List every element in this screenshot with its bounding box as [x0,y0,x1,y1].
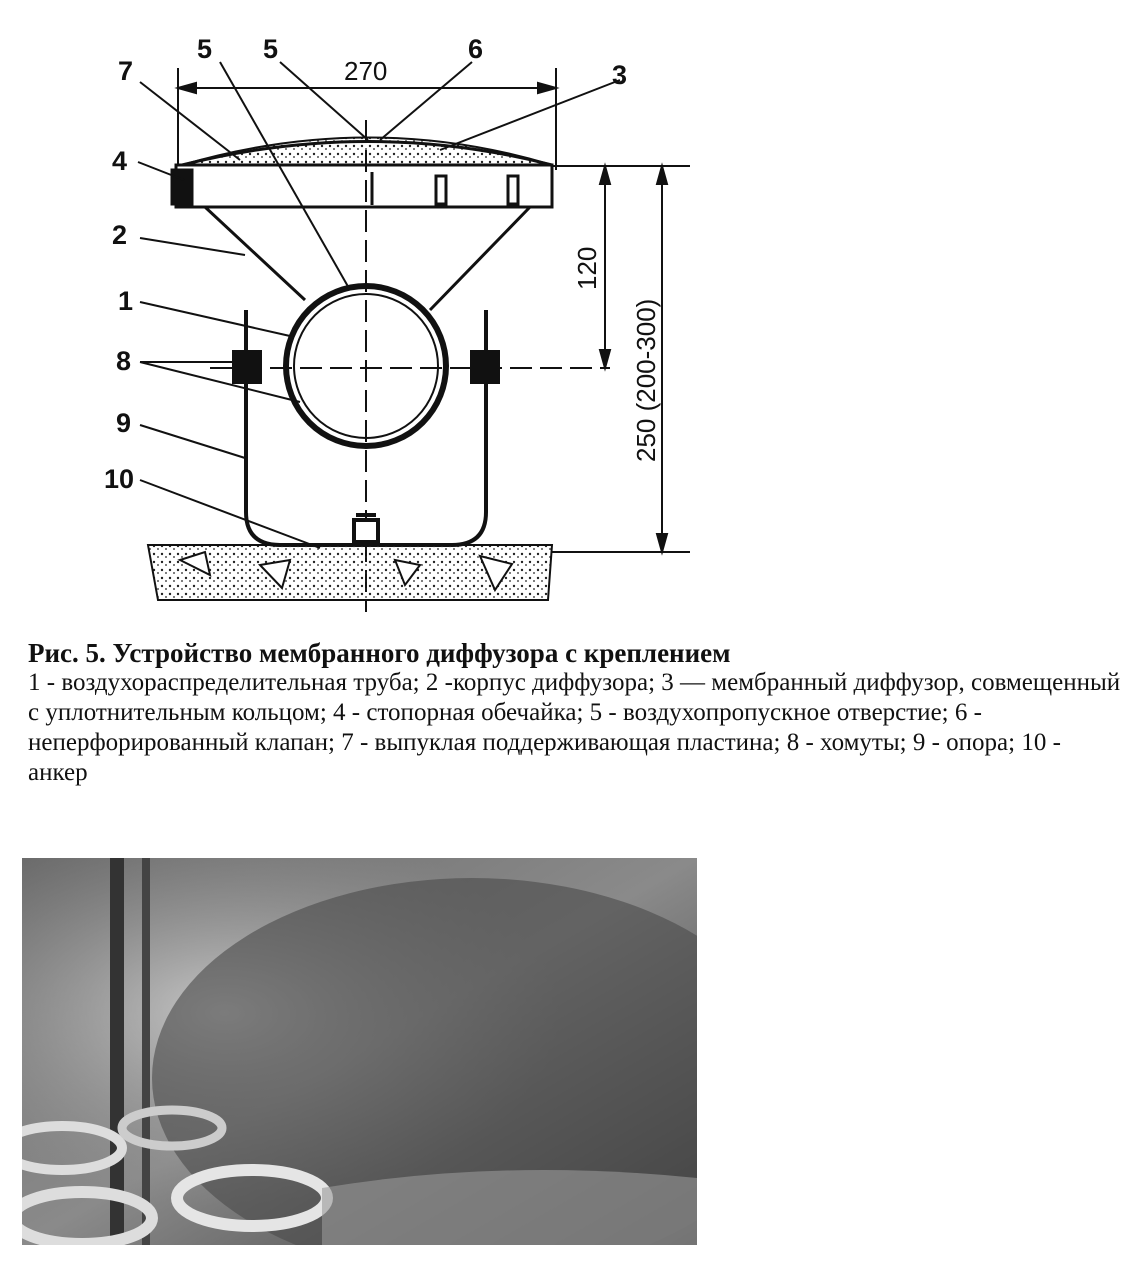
callout-5b: 5 [263,34,279,64]
callout-2: 2 [112,220,128,250]
callout-1: 1 [118,286,134,316]
concrete-base [148,545,552,600]
callout-9: 9 [116,408,132,438]
callout-4: 4 [112,146,128,176]
height-dim-outer: 250 (200-300) [631,298,661,462]
callout-7: 7 [118,56,134,86]
callout-6: 6 [468,34,484,64]
caption-body: 1 - воздухораспределительная труба; 2 -корпус диффузора; 3 — мембранный диффузор, совмещенный с уплотнительным кольцом; 4 - стопорная обечайка; 5 - воздухопропускное отверстие; 6 - неперфорированный клапан; 7 - выпуклая поддерживающая пластина; 8 - хомуты; 9 - опора; 10 - анкер [28,669,1121,786]
callout-5a: 5 [197,34,213,64]
figure-caption [28,638,1123,788]
callout-8: 8 [116,346,132,376]
callout-3: 3 [612,60,628,90]
callout-10: 10 [104,464,135,494]
diffuser-drawing [0,0,1137,620]
height-dim-inner: 120 [572,246,602,290]
leader-lines [138,62,620,548]
caption-title: Рис. 5. Устройство мембранного диффузора с креплением [28,638,731,668]
width-dim-label: 270 [344,56,388,86]
height-dimensions [552,166,690,552]
diffuser-photo [22,858,697,1245]
diffuser-rim [172,165,552,207]
